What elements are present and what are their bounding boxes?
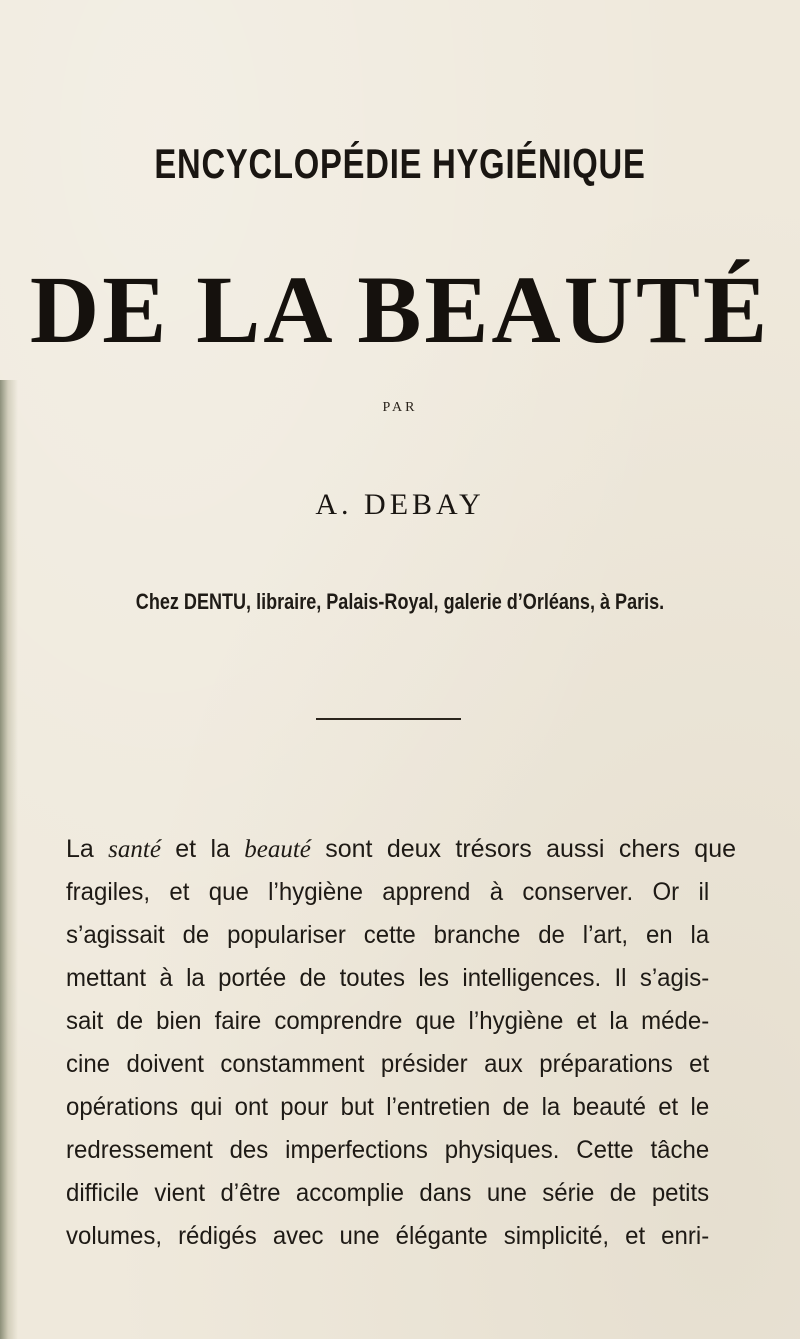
main-title: DE LA BEAUTÉ bbox=[29, 256, 771, 363]
page-edge-shadow bbox=[0, 380, 18, 1339]
body-line-1-prefix: La bbox=[66, 835, 109, 863]
body-line-8: redressement des imperfections physiques. Cette tâche bbox=[66, 1136, 710, 1164]
body-line-6: cine doivent constamment présider aux préparations et bbox=[66, 1050, 710, 1078]
separator-rule bbox=[316, 718, 461, 720]
body-line-4: mettant à la portée de toutes les intelligences. Il s’agis- bbox=[66, 964, 710, 992]
body-line-10: volumes, rédigés avec une élégante simplicité, et enri- bbox=[66, 1222, 710, 1250]
body-line-2: fragiles, et que l’hygiène apprend à conserver. Or il bbox=[66, 878, 710, 906]
body-line-5: sait de bien faire comprendre que l’hygiène et la méde- bbox=[66, 1007, 710, 1035]
body-line-9: difficile vient d’être accomplie dans une série de petits bbox=[66, 1179, 710, 1207]
body-line-1 bbox=[66, 828, 736, 871]
italic-sante: santé bbox=[108, 836, 161, 863]
body-line-1-middle: et la bbox=[160, 835, 245, 863]
italic-beaute: beauté bbox=[244, 836, 311, 863]
body-line-3: s’agissait de populariser cette branche de l’art, en la bbox=[66, 921, 710, 949]
publisher-imprint: Chez DENTU, libraire, Palais-Royal, galerie d’Orléans, à Paris. bbox=[135, 589, 665, 614]
by-label: PAR bbox=[382, 400, 418, 415]
body-line-1-suffix: sont deux trésors aussi chers que bbox=[310, 835, 736, 863]
body-line-7: opérations qui ont pour but l’entretien de la beauté et le bbox=[66, 1093, 710, 1121]
body-paragraph bbox=[66, 828, 736, 1258]
series-title: ENCYCLOPÉDIE HYGIÉNIQUE bbox=[154, 140, 646, 187]
author-name: A. DEBAY bbox=[315, 488, 485, 521]
